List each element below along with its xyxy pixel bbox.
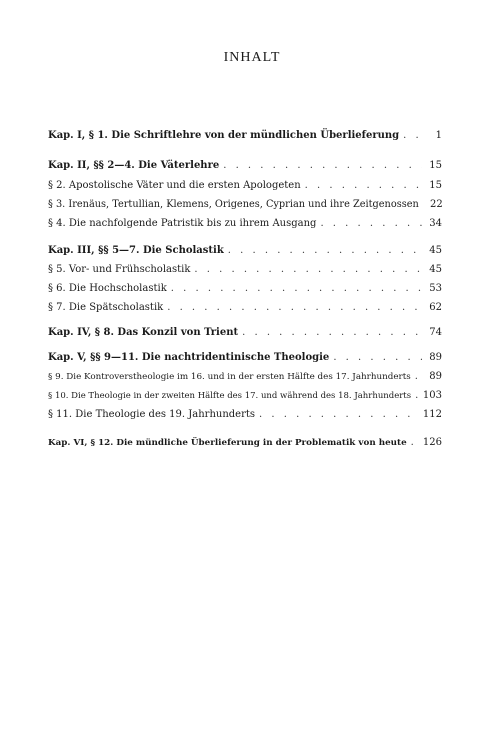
toc-entry-page: 22: [430, 199, 443, 210]
toc-entry-page: 103: [422, 390, 442, 401]
toc-entry-label: Kap. VI, § 12. Die mündliche Überlieferung in der Problematik von heute: [48, 438, 407, 448]
leader-dots: [333, 352, 422, 363]
toc-entry-page: 126: [422, 437, 442, 448]
leader-dots: [259, 409, 419, 420]
toc-entry-label: Kap. IV, § 8. Das Konzil von Trient: [48, 327, 239, 338]
toc-entry-page: 45: [429, 245, 442, 256]
toc-entry-label: § 10. Die Theologie in der zweiten Hälfte des 17. und während des 18. Jahrhunderts: [48, 391, 412, 401]
toc-entry-section-7: [48, 302, 442, 320]
leader-dots: [415, 390, 419, 401]
leader-dots: [223, 160, 422, 171]
toc-entry-label: § 9. Die Kontroverstheologie im 16. und in der ersten Hälfte des 17. Jahrhunderts: [48, 372, 411, 382]
leader-dots: [320, 218, 422, 229]
toc-entry-label: § 5. Vor- und Frühscholastik: [48, 264, 191, 275]
toc-entry-label: Kap. III, §§ 5—7. Die Scholastik: [48, 245, 224, 256]
toc-entry-section-6: [48, 283, 442, 301]
leader-dots: [242, 327, 422, 338]
toc-entry-chapter-3: [48, 245, 442, 263]
toc-entry-label: § 6. Die Hochscholastik: [48, 283, 167, 294]
leader-dots: [403, 130, 422, 141]
toc-entry-section-5: [48, 264, 442, 282]
leader-dots: [171, 283, 422, 294]
toc-entry-section-11: [48, 409, 442, 427]
toc-entry-section-9: [48, 371, 442, 389]
toc-entry-page: 53: [429, 283, 442, 294]
toc-entry-chapter-1: [48, 130, 442, 148]
leader-dots: [228, 245, 422, 256]
leader-dots: [411, 437, 419, 448]
toc-entry-page: 74: [429, 327, 442, 338]
toc-entry-page: 45: [429, 264, 442, 275]
toc-entry-label: § 7. Die Spätscholastik: [48, 302, 164, 313]
toc-entry-page: 15: [429, 160, 442, 171]
toc-entry-label: § 4. Die nachfolgende Patristik bis zu ihrem Ausgang: [48, 218, 317, 229]
toc-entry-chapter-5: [48, 352, 442, 370]
toc-entry-section-3: [48, 199, 442, 217]
toc-entry-section-10: [48, 390, 442, 408]
toc-entry-chapter-6: [48, 437, 442, 455]
toc-entry-page: 15: [429, 180, 442, 191]
leader-dots: [167, 302, 422, 313]
toc-entry-chapter-2: [48, 160, 442, 178]
toc-entry-label: Kap. V, §§ 9—11. Die nachtridentinische Theologie: [48, 352, 330, 363]
toc-entry-page: 89: [429, 371, 442, 382]
toc-entry-page: 62: [429, 302, 442, 313]
page-title: INHALT: [223, 50, 281, 65]
leader-dots: [305, 180, 422, 191]
toc-entry-section-2: [48, 180, 442, 198]
toc-entry-label: Kap. II, §§ 2—4. Die Väterlehre: [48, 160, 220, 171]
toc-entry-page: 34: [429, 218, 442, 229]
toc-entry-label: § 11. Die Theologie des 19. Jahrhunderts: [48, 409, 256, 420]
toc-entry-page: 112: [422, 409, 442, 420]
leader-dots: [415, 371, 422, 382]
leader-dots: [194, 264, 422, 275]
toc-entry-label: Kap. I, § 1. Die Schriftlehre von der mündlichen Überlieferung: [48, 130, 400, 141]
toc-entry-page: 1: [435, 130, 442, 141]
toc-entry-section-4: [48, 218, 442, 236]
toc-entry-label: § 3. Irenäus, Tertullian, Klemens, Origenes, Cyprian und ihre Zeitgenossen: [48, 199, 419, 210]
toc-entry-label: § 2. Apostolische Väter und die ersten Apologeten: [48, 180, 301, 191]
toc-entry-chapter-4: [48, 327, 442, 345]
toc-entry-page: 89: [429, 352, 442, 363]
